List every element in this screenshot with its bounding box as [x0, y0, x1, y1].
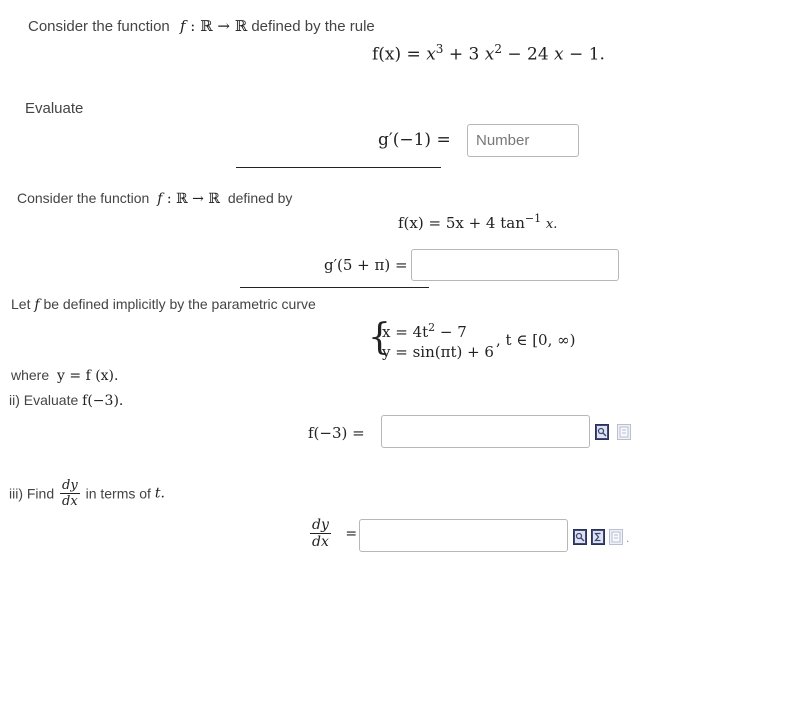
q3-part-ii-label: ii) Evaluate f(−3). [9, 392, 124, 409]
preview-icon[interactable] [573, 529, 587, 545]
q3-part-iii-label: iii) Find $\frac{dy}{dx}$ in terms of t. [9, 478, 165, 509]
q2-answer-input[interactable] [411, 249, 619, 281]
q3-line2: y = sin(πt) + 6 [382, 343, 494, 361]
q1-prompt: g′(−1) = [378, 130, 451, 150]
q1-intro: Consider the function f : ℝ → ℝ defined by the rule [28, 17, 375, 35]
help-icon[interactable] [609, 529, 623, 545]
trailing-dot: . [626, 531, 630, 545]
q3-prompt-iii: $\frac{dy}{dx}$ = [312, 517, 358, 550]
q3-range: , t ∈ [0, ∞) [496, 331, 576, 349]
q3-dy-dx-fraction: $\frac{dy}{dx}$ [62, 478, 78, 509]
equation-editor-icon[interactable] [591, 529, 605, 545]
help-icon[interactable] [617, 424, 631, 440]
q3-intro: Let f be defined implicitly by the parametric curve [11, 296, 316, 313]
q1-rule: $f(x) = x^3 + 3$ $x^2 - 24$ x − 1. [372, 42, 605, 65]
q3-where: where y = f (x). [11, 367, 119, 384]
q3-prompt-ii: f(−3) = [308, 424, 365, 442]
q1-evaluate-label: Evaluate [25, 100, 84, 117]
q3-answer-input-ii[interactable] [381, 415, 590, 448]
q1-answer-input[interactable] [467, 124, 579, 157]
q3-line1: $x = 4t^2 - 7$ [382, 321, 467, 341]
preview-icon[interactable] [595, 424, 609, 440]
q1-divider [236, 167, 441, 168]
q2-rule: f(x) = 5x + 4 $\tan^{-1} x$. [398, 212, 558, 232]
q3-parametric-system [368, 318, 578, 362]
q3-brace: { [368, 317, 391, 358]
q3-answer-input-iii[interactable] [359, 519, 568, 552]
q2-prompt: g′(5 + π) = [324, 256, 408, 274]
q2-divider [240, 287, 429, 288]
q2-intro: Consider the function f : ℝ → ℝ defined by [17, 190, 293, 207]
